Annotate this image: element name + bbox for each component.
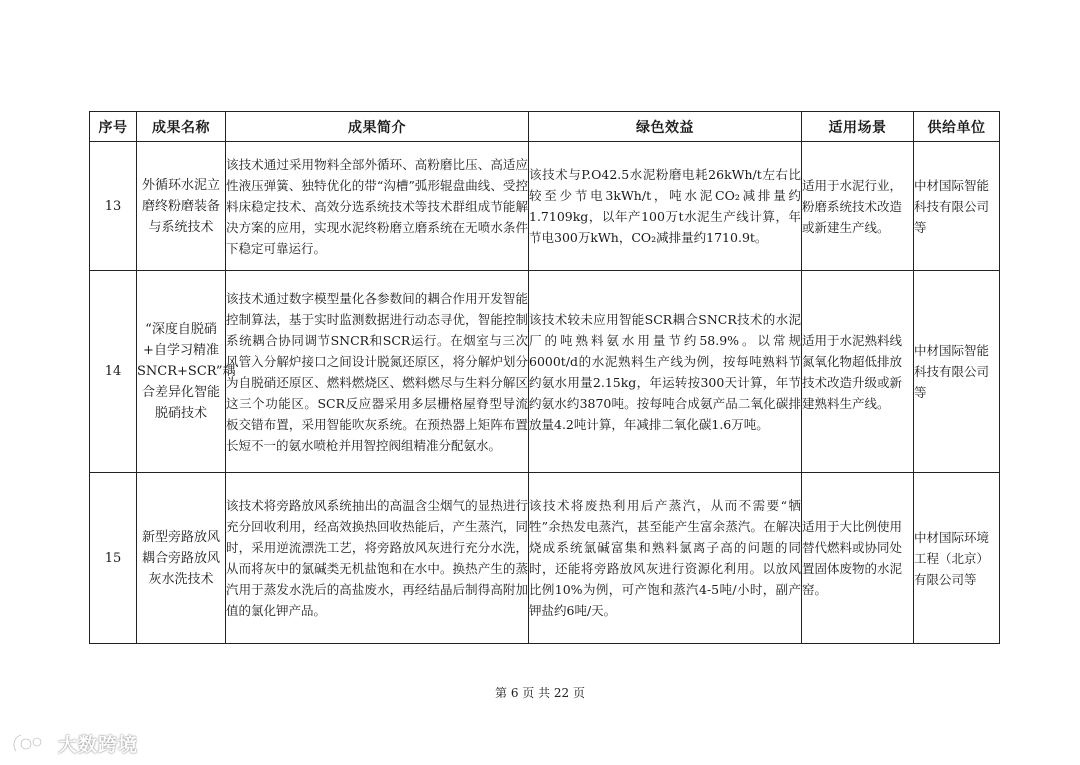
green-benefit: 该技术将废热利用后产蒸汽，从而不需要“牺牲”余热发电蒸汽，甚至能产生富余蒸汽。在解决烧成系统氯碱富集和熟料氯离子高的问题的同时，还能将旁路放风灰进行资源化利用。以放风比例10%为例，可产饱和蒸汽4-5吨/小时，副产钾盐约6吨/天。 — [529, 473, 802, 644]
header-green-benefit: 绿色效益 — [529, 112, 802, 142]
supplier-unit: 中材国际智能科技有限公司等 — [914, 271, 1000, 473]
row-number: 13 — [90, 142, 137, 271]
achievement-name: 外循环水泥立磨终粉磨装备与系统技术 — [137, 142, 226, 271]
header-number: 序号 — [90, 112, 137, 142]
header-scenario: 适用场景 — [802, 112, 914, 142]
table-row — [90, 142, 1000, 271]
applicable-scenario: 适用于水泥行业，粉磨系统技术改造或新建生产线。 — [802, 142, 914, 271]
row-number: 14 — [90, 271, 137, 473]
achievement-description: 该技术通过采用物料全部外循环、高粉磨比压、高适应性液压弹簧、独特优化的带“沟槽”弧形辊盘曲线、受控料床稳定技术、高效分选系统技术等技术群组成节能解决方案的应用，实现水泥终粉磨立磨系统在无喷水条件下稳定可靠运行。 — [226, 142, 529, 271]
row-number: 15 — [90, 473, 137, 644]
page-number: 第 6 页 共 22 页 — [495, 686, 585, 700]
applicable-scenario: 适用于水泥熟料线氮氧化物超低排放技术改造升级或新建熟料生产线。 — [802, 271, 914, 473]
supplier-unit: 中材国际环境工程（北京）有限公司等 — [914, 473, 1000, 644]
achievement-description: 该技术将旁路放风系统抽出的高温含尘烟气的显热进行充分回收利用，经高效换热回收热能后，产生蒸汽，同时，采用逆流漂洗工艺，将旁路放风灰进行充分水洗，从而将灰中的氯碱类无机盐饱和在水中。换热产生的蒸汽用于蒸发水洗后的高盐废水，再经结晶后制得高附加值的氯化钾产品。 — [226, 473, 529, 644]
watermark-logo-icon — [10, 729, 52, 757]
achievement-description: 该技术通过数字模型量化各参数间的耦合作用开发智能控制算法，基于实时监测数据进行动态寻优，智能控制系统耦合协同调节SNCR和SCR运行。在烟室与三次风管入分解炉接口之间设计脱氮还原区，将分解炉划分为自脱硝还原区、燃料燃烧区、燃料燃尽与生料分解区这三个功能区。SCR反应器采用多层栅格屋脊型导流板交错布置，采用智能吹灰系统。在预热器上矩阵布置长短不一的氨水喷枪并用智控阀组精准分配氨水。 — [226, 271, 529, 473]
watermark-text: 大数跨境 — [58, 733, 139, 756]
table-row — [90, 271, 1000, 473]
achievement-name: “深度自脱硝+自学习精准SNCR+SCR”耦合差异化智能脱硝技术 — [137, 271, 226, 473]
green-benefit: 该技术较未应用智能SCR耦合SNCR技术的水泥厂的吨熟料氨水用量节约58.9%。以常规6000t/d的水泥熟料生产线为例，按每吨熟料节约氨水用量2.15kg，年运转按300天计算，年节约氨水约3870吨。按每吨合成氨产品二氧化碳排放量4.2吨计算，年减排二氧化碳1.6万吨。 — [529, 271, 802, 473]
header-name: 成果名称 — [137, 112, 226, 142]
achievements-table — [89, 111, 1000, 644]
table-header-row — [90, 112, 1000, 142]
supplier-unit: 中材国际智能科技有限公司等 — [914, 142, 1000, 271]
achievement-name: 新型旁路放风耦合旁路放风灰水洗技术 — [137, 473, 226, 644]
watermark — [10, 727, 138, 759]
green-benefit: 该技术与P.O42.5水泥粉磨电耗26kWh/t左右比较至少节电3kWh/t，吨水泥CO₂减排量约1.7109kg，以年产100万t水泥生产线计算，年节电300万kWh，CO₂减排量约1710.9t。 — [529, 142, 802, 271]
header-supplier: 供给单位 — [914, 112, 1000, 142]
table-row — [90, 473, 1000, 644]
applicable-scenario: 适用于大比例使用替代燃料或协同处置固体废物的水泥窑。 — [802, 473, 914, 644]
header-description: 成果简介 — [226, 112, 529, 142]
